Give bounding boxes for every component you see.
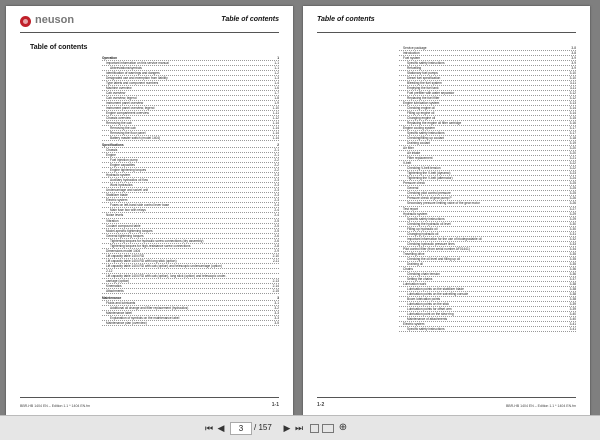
toc-entry-title: Checking pilot control pressure: [407, 191, 451, 196]
document-page-left: [6, 6, 293, 416]
toc-entry-page: 2-5: [274, 228, 279, 233]
fit-width-icon[interactable]: [322, 424, 334, 433]
toc-entry-page: 1-1: [274, 66, 279, 71]
toc-entry-page: 1-4: [274, 81, 279, 86]
toc-entry-title: Hydraulic system: [403, 211, 428, 216]
toc-entry-page: 3-9: [571, 66, 576, 71]
toc-entry-page: 3-25: [569, 181, 576, 186]
toc-entry-title: Removing the floor panel: [110, 131, 146, 136]
toc-entry-title: Explanation of symbols on the maintenance label: [110, 315, 180, 320]
toc-entry-page: 2-2: [274, 158, 279, 163]
toc-entry-page: 3-14: [569, 106, 576, 111]
toc-entry-page: 3-11: [569, 81, 576, 86]
toc-entry-page: 2-3: [274, 193, 279, 198]
toc-entry-page: 3-33: [569, 241, 576, 246]
toc-entry-page: 2-11: [272, 258, 279, 263]
toc-entry-page: 2: [277, 143, 279, 148]
toc-entry-title: Pressure check: [403, 181, 425, 186]
toc-entry-title: Emptying the fuel tank: [407, 86, 439, 91]
toc-entry-page: 3-39: [569, 301, 576, 306]
toc-entry-page: 2-1: [274, 148, 279, 153]
toc-entry-title: Lubrication work: [403, 281, 427, 286]
header-rule: [20, 32, 279, 33]
toc-entry-title: Lubrication points for offset arm: [407, 306, 452, 311]
toc-entry-page: 3-1: [274, 300, 279, 305]
toc-entry[interactable]: [102, 289, 279, 294]
toc-entry-page: 2-4: [274, 208, 279, 213]
toc-entry-title: Diesel fuel specification: [407, 76, 441, 81]
toc-entry-page: 3-39: [569, 306, 576, 311]
toc-entry-title: Checking engine oil: [407, 106, 435, 111]
toc-entry-title: Instrument panel overview, legend: [106, 106, 155, 111]
toc-entry-title: Air intake: [407, 151, 421, 156]
footer-rule: [20, 397, 279, 398]
toc-entry-title: Auxiliary hydraulics oil flow: [110, 178, 148, 183]
toc-entry-title: Machine overview: [106, 86, 132, 91]
page-header: [20, 14, 279, 30]
toc-entry-page: 3-38: [569, 291, 576, 296]
toc-entry-title: Engine tightening torques: [110, 168, 147, 173]
toc-entry-title: Lubrication points on the swivelling console: [407, 291, 469, 296]
toc-entry-page: 2-10: [272, 253, 279, 258]
header-title: Table of contents: [317, 16, 375, 23]
footer-rule: [317, 397, 576, 398]
toc-entry-page: 3-37: [569, 276, 576, 281]
toc-entry-page: 3-11: [569, 86, 576, 91]
toc-entry-title: Changing engine oil: [407, 116, 436, 121]
toc-entry-page: 2-3: [274, 173, 279, 178]
toc-entry-page: 3-29: [569, 216, 576, 221]
toc-entry-page: 3-40: [569, 316, 576, 321]
page-number: 1-2: [317, 402, 325, 408]
toc-entry-page: 3-25: [569, 191, 576, 196]
toc-entry-title: Bleeding the fuel system: [407, 81, 442, 86]
toc-entry-title: Battery master switch (model 1404): [110, 136, 161, 141]
toc-entry-page: 1-14: [272, 121, 279, 126]
toc-entry-page: 1-2: [274, 71, 279, 76]
toc-entry-page: 3-41: [569, 326, 576, 331]
toc-entry-page: 1-14: [272, 136, 279, 141]
toc-entry-page: 1-3: [274, 76, 279, 81]
toc-entry-page: 3-18: [569, 136, 576, 141]
toc-entry-page: 1-10: [272, 106, 279, 111]
toc-entry-page: 3-27: [569, 206, 576, 211]
toc-entry-title: Abbreviations/symbols: [110, 66, 142, 71]
toc-entry-title: Secondary pressure limiting valve of the gear motor: [407, 201, 480, 206]
toc-entry-title: Work hydraulics: [110, 183, 133, 188]
page-number-input[interactable]: 3: [230, 422, 252, 435]
toc-entry-page: 3-32: [569, 236, 576, 241]
toc-entry-title: Main fuse box with relays: [110, 208, 146, 213]
page-heading: Table of contents: [30, 44, 88, 51]
toc-entry-title: Electric system: [106, 198, 128, 203]
toc-entry-page: 3-30: [569, 226, 576, 231]
toc-entry-title: Lift capacity table 1404 RD with long stick (option): [106, 258, 177, 263]
toc-entry-page: 3-26: [569, 196, 576, 201]
toc-entry-page: 3-21: [569, 156, 576, 161]
toc-entry-title: Replacing the fuel filter: [407, 96, 440, 101]
toc-entry-title: Vibration: [106, 218, 119, 223]
toc-entry-page: 3-22: [569, 161, 576, 166]
toc-entry-page: 3-36: [569, 266, 576, 271]
toc-entry-title: Hydraulic system: [106, 173, 131, 178]
toc-entry-title: Tightening torques for hydraulic screw connections (dry assembly): [110, 238, 204, 243]
toc-entry-title: carriage (option): [106, 278, 130, 283]
toc-entry-page: 2-3: [274, 178, 279, 183]
toc-entry-title: Checking the hydraulic oil level: [407, 221, 451, 226]
toc-entry-page: 3-16: [569, 121, 576, 126]
page-footer: [20, 400, 279, 408]
toc-entry-page: 1-8: [274, 96, 279, 101]
toc-entry-title: Service package: [403, 46, 427, 50]
toc-entry-page: 3-29: [569, 211, 576, 216]
toc-entry-title: Identification of warnings and dangers: [106, 71, 160, 76]
toc-entry-title: Maintenance plan (overview): [106, 320, 147, 325]
toc-entry-page: 3-8: [571, 46, 576, 50]
toc-entry-title: Lubrication point on the slew ring: [407, 311, 454, 316]
toc-entry-page: 1-14: [272, 131, 279, 136]
toc-entry-page: 3-17: [569, 131, 576, 136]
toc-entry-title: Maintenance of attachments: [407, 316, 448, 321]
toc-entry-page: 2-3: [274, 188, 279, 193]
toc-entry-title: Checking hydraulic pressure lines: [407, 241, 455, 246]
toc-entry-title: Lift capacity table 1404 RD with cab (option) and telescopic undercarriage (option): [106, 263, 222, 268]
toc-entry-page: 1: [277, 56, 279, 60]
toc-entry-page: 3-20: [569, 151, 576, 156]
toc-entry-title: Stabilizer blade: [106, 193, 128, 198]
toc-entry-page: 3-10: [569, 71, 576, 76]
header-rule: [317, 32, 576, 33]
toc-entry-title: Important information for the use of biodegradable oil: [407, 236, 482, 241]
toc-entry[interactable]: [102, 136, 279, 141]
neuson-logo-icon: [20, 16, 31, 27]
toc-entry-title: Coolant compound table: [106, 223, 141, 228]
toc-entry-page: 2-6: [274, 233, 279, 238]
pdf-toolbar: [0, 415, 600, 440]
toc-entry-title: Instrument panel overview: [106, 101, 144, 106]
toc-entry-title: Draining oil: [407, 261, 423, 266]
toc-entry-title: Attachments: [106, 288, 124, 293]
toc-entry-title: Operation: [102, 56, 118, 60]
toc-entry-title: Filling up engine oil: [407, 111, 435, 116]
toc-entry-title: Fuel system: [403, 56, 421, 61]
toc-entry-title: Replacing the engine oil filter cartridge: [407, 121, 462, 126]
toc-entry-page: 2-3: [274, 198, 279, 203]
toc-entry-title: Designated use and exemption from liability: [106, 76, 168, 81]
toc-entry-page: 3-26: [569, 201, 576, 206]
toc-entry-page: 3-3: [274, 310, 279, 315]
zoom-in-icon[interactable]: ⊕: [338, 422, 348, 433]
toc-entry[interactable]: [399, 327, 576, 332]
toc-entry-page: 1-6: [274, 86, 279, 91]
toc-entry-page: 2-8: [274, 243, 279, 248]
toc-entry-title: Dimensions model 1404: [106, 248, 141, 253]
toc-entry-page: 2-4: [274, 203, 279, 208]
first-page-icon[interactable]: ⏮: [204, 423, 214, 433]
toc-entry-title: Removing the cab: [110, 126, 136, 131]
toc-entry-page: 3-9: [571, 56, 576, 61]
toc-entry-title: General tightening torques: [106, 233, 144, 238]
toc-entry-title: Checking chain tension: [407, 271, 440, 276]
toc-entry-title: Fuel prefilter with water separator: [407, 91, 455, 96]
toc-list: [399, 46, 576, 332]
toc-entry-page: 2-13: [272, 278, 279, 283]
fit-page-icon[interactable]: [310, 424, 319, 433]
toc-entry-title: Air filter: [403, 146, 414, 151]
toc-entry-title: Introduction: [403, 51, 420, 56]
toc-entry-title: Model-specific tightening torques: [106, 228, 153, 233]
page-number: 1-1: [271, 402, 279, 408]
toc-entry-page: 3-3: [274, 315, 279, 320]
toc-entry-page: 3-38: [569, 296, 576, 301]
footer-code: BBR-HB 1404 EN – Edition 1.1 * 1404 EN.fm: [505, 404, 576, 408]
toc-entry-title: Lubrication points on the stick: [407, 301, 449, 306]
toc-entry-title: Filling up hydraulic oil: [407, 226, 438, 231]
toc-entry-page: 2-14: [272, 283, 279, 288]
toc-entry-page: 1-14: [272, 126, 279, 131]
toc-entry-page: 1-7: [274, 91, 279, 96]
toc-entry-page: 2-5: [274, 223, 279, 228]
toc-entry-title: Specific safety instructions: [407, 216, 445, 221]
toc-entry-page: 3-15: [569, 116, 576, 121]
toc-entry-title: Setting the chains: [407, 276, 433, 281]
toc-entry-page: 3-40: [569, 311, 576, 316]
toc-entry-page: 3-38: [569, 281, 576, 286]
toc-entry-page: 3-17: [569, 126, 576, 131]
footer-code: BBR-HB 1404 EN – Edition 1.1 * 1404 EN.fm: [20, 404, 91, 408]
toc-entry-page: 3-20: [569, 146, 576, 151]
toc-entry-page: 1-9: [274, 101, 279, 106]
toc-entry-title: Pressure check of gear pump P: [407, 196, 452, 201]
toc-entry-page: 3-25: [569, 186, 576, 191]
toc-entry-title: Tightening torques for high-resistance screw connections: [110, 243, 191, 248]
toc-entry-title: Draining coolant: [407, 141, 431, 146]
toc-entry-page: 1-1: [274, 61, 279, 66]
toc-entry-title: Chassis overview: [106, 116, 131, 121]
toc-entry-title: Important information on this service manual: [106, 61, 169, 66]
toc-list: [102, 56, 279, 326]
toc-entry-title: Fuses on left-hand side control lever base: [110, 203, 170, 208]
toc-entry-title: Refuelling: [407, 66, 422, 71]
toc-entry-page: 3-14: [569, 111, 576, 116]
toc-entry-title: Type labels and component numbers: [106, 81, 159, 86]
page-total: / 157: [254, 423, 272, 432]
toc-entry-page: 3-24: [569, 176, 576, 181]
toc-entry-page: 3-41: [569, 321, 576, 326]
toc-entry-page: 3-35: [569, 251, 576, 256]
toc-entry-title: Fuel injection pump: [110, 158, 138, 163]
toc-entry-page: 2-2: [274, 168, 279, 173]
toc-entry-title: Checking V-belt tension: [407, 166, 441, 171]
next-page-icon[interactable]: ▶: [283, 423, 291, 433]
toc-entry-page: 2-3: [274, 183, 279, 188]
toc-entry-title: Specifications: [102, 143, 124, 148]
toc-entry-page: 1-11: [272, 111, 279, 116]
toc-entry-title: Undercarriage and swivel unit: [106, 188, 148, 193]
toc-entry-page: 3-30: [569, 221, 576, 226]
toc-entry-title: Engine compartment overview: [106, 111, 149, 116]
toc-entry-page: 3-2: [274, 305, 279, 310]
toc-entry-title: Lift capacity table 1404 RD with cab (option), long stick (option) and telescopic under-: [106, 273, 227, 278]
toc-entry-page: 3-35: [569, 256, 576, 261]
toc-entry-title: Filter replacement: [407, 156, 433, 161]
toc-entry-title: Specific safety instructions: [407, 326, 445, 331]
toc-entry-title: Engine capacities: [110, 163, 135, 168]
toc-entry-page: 3-10: [569, 76, 576, 81]
toc-entry-title: Kinematics: [106, 283, 122, 288]
toc-entry-title: Tightening the V-belt (dynamo): [407, 171, 451, 176]
toc-entry-title: Maintenance label: [106, 310, 132, 315]
toc-entry-page: 3-13: [569, 101, 576, 106]
toc-entry-title: Maintenance: [102, 295, 122, 300]
toc-entry[interactable]: [102, 321, 279, 326]
toc-entry-title: Checking/filling up coolant: [407, 136, 445, 141]
toc-entry-page: 3-31: [569, 231, 576, 236]
toc-entry-page: 3-36: [569, 271, 576, 276]
toc-entry-title: Checking the oil level and filling up oil: [407, 256, 460, 261]
toc-entry-title: Specific safety instructions: [407, 131, 445, 136]
toc-entry-page: 2-2: [274, 163, 279, 168]
page-header: [317, 14, 576, 30]
header-title: Table of contents: [221, 16, 279, 23]
toc-entry-page: 1-12: [272, 116, 279, 121]
last-page-icon[interactable]: ⏭: [294, 423, 304, 433]
toc-entry-title: Changing hydraulic oil: [407, 231, 439, 236]
toc-entry-page: 3-19: [569, 141, 576, 146]
toc-entry-title: Specific safety instructions: [407, 61, 445, 66]
toc-entry-page: 3-9: [571, 61, 576, 66]
toc-entry-title: Removing the cab: [106, 121, 132, 126]
toc-entry-title: Stationary fuel pumps: [407, 71, 438, 76]
toc-entry-title: Pilot control filter (from serial number AF01441): [403, 246, 470, 251]
toc-entry-page: 2-15: [272, 288, 279, 293]
toc-entry-title: Electric system: [403, 321, 425, 326]
toc-entry-title: Boom lubrication points: [407, 296, 441, 301]
brand-name: neuson: [35, 14, 75, 26]
toc-entry-page: 3-8: [571, 51, 576, 56]
toc-entry-page: 3-5: [274, 320, 279, 325]
toc-entry-title: Lift capacity table 1404 RD: [106, 253, 145, 258]
toc-entry-title: Test report: [403, 206, 419, 211]
toc-entry-title: Noise levels: [106, 213, 124, 218]
toc-entry-page: 3: [277, 295, 279, 300]
toc-entry-title: Chains: [403, 266, 413, 271]
toc-entry-page: 3-35: [569, 261, 576, 266]
toc-entry-title: Travelling drive: [403, 251, 425, 256]
toc-entry-page: 3-34: [569, 246, 576, 251]
toc-entry-page: 3-22: [569, 166, 576, 171]
toc-entry-page: 3-23: [569, 171, 576, 176]
toc-entry-title: Engine lubrication system: [403, 101, 440, 106]
toc-entry-page: 2-9: [274, 248, 279, 253]
toc-entry-title: Cab overview, legend: [106, 96, 137, 101]
toc-entry-page: 2-6: [274, 238, 279, 243]
toc-entry-title: Engine cooling system: [403, 126, 435, 131]
toc-entry-title: Chassis: [106, 148, 118, 153]
toc-entry-title: Lubrication points on the stabilizer blade: [407, 286, 464, 291]
toc-entry-page: 2-4: [274, 213, 279, 218]
toc-entry-title: 2-12: [106, 268, 113, 273]
page-footer: [317, 400, 576, 408]
toc-entry-page: 3-12: [569, 91, 576, 96]
toc-entry-title: V-belt: [403, 161, 412, 166]
toc-entry-page: 2-5: [274, 218, 279, 223]
toc-entry-title: Additional oil change and filter replacement (hydraulics): [110, 305, 189, 310]
toc-entry-page: 2-1: [274, 153, 279, 158]
toc-entry-title: Fluids and lubricants: [106, 300, 136, 305]
toc-entry-page: 3-38: [569, 286, 576, 291]
toc-entry-title: General: [407, 186, 419, 191]
toc-entry-title: Tightening the V-belt (alternator): [407, 176, 453, 181]
toc-entry-title: Cab overview: [106, 91, 126, 96]
document-page-right: [303, 6, 590, 416]
toc-entry-page: 3-12: [569, 96, 576, 101]
prev-page-icon[interactable]: ◀: [217, 423, 225, 433]
toc-entry-title: Engine: [106, 153, 116, 158]
